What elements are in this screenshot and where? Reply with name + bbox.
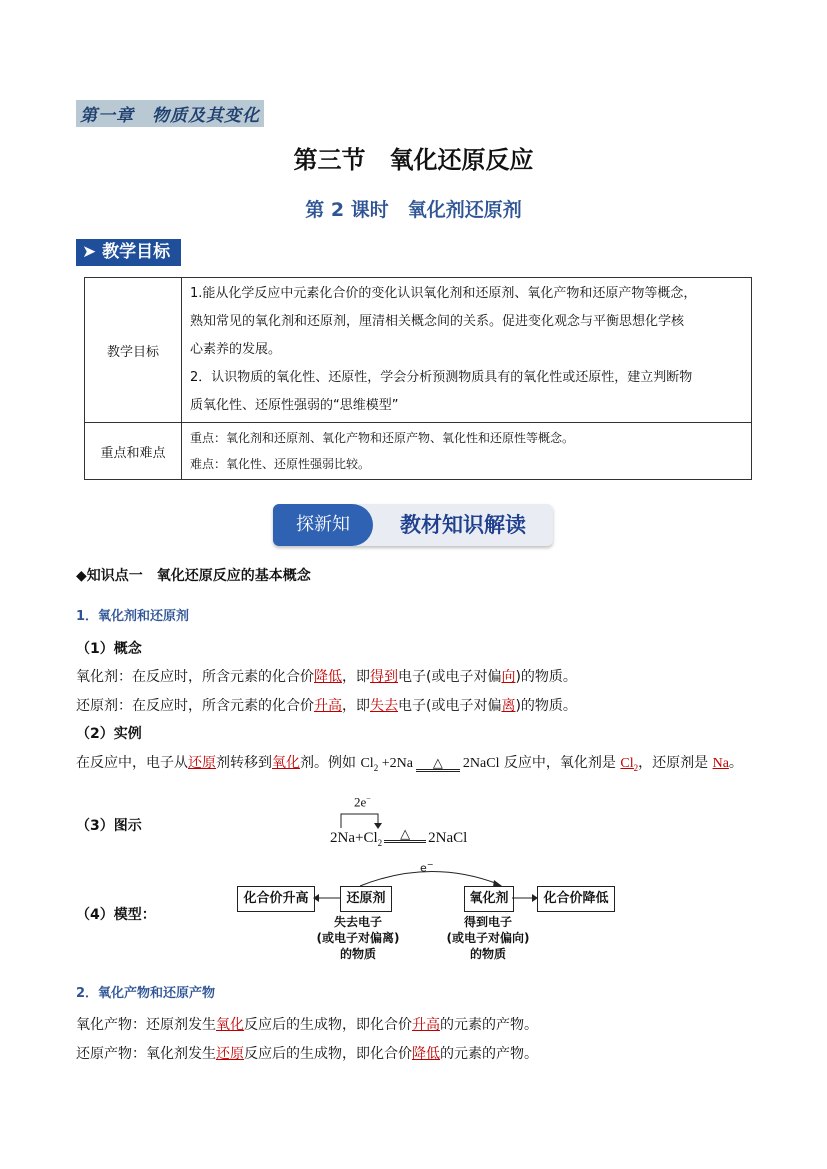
left-arrow-icon [313,892,341,904]
focus-line: 重点：氧化剂和还原剂、氧化产物和还原产物、氧化性和还原性等概念。 [190,431,575,445]
answer-blank: 失去 [370,698,398,714]
goals-table [84,277,752,480]
goal-line: 质氧化性、还原性强弱的“思维模型” [190,398,399,413]
goal-line: 心素养的发展。 [190,342,282,357]
section-banner [273,504,553,546]
banner-right: 教材知识解读 [400,513,526,537]
valence-up-box: 化合价升高 [237,886,315,912]
answer-blank: 升高 [412,1017,440,1033]
right-arrow-icon [512,892,538,904]
focus-row [85,423,752,480]
difficulty-line: 难点：氧化性、还原性强弱比较。 [190,457,371,471]
goals-row-content [182,278,752,423]
answer-blank: $Cl_2$ [620,756,639,773]
answer-blank: 得到 [370,669,398,685]
section-title: 第三节 氧化还原反应 [293,146,534,174]
redox-model-diagram [230,858,620,968]
answer-blank: 还原 [188,755,216,771]
answer-blank: 氧化 [216,1017,244,1033]
answer-blank: 降低 [412,1046,440,1062]
oxidant-caption: 得到电子 (或电子对偏向) 的物质 [446,915,530,961]
answer-blank: 降低 [314,669,342,685]
goal-line: 2．认识物质的氧化性、还原性，学会分析预测物质具有的氧化性或还原性，建立判断物 [190,370,693,385]
chapter-label: 第一章 物质及其变化 [76,100,264,127]
banner-left: 探新知 [273,504,373,546]
concept-label: （1）概念 [76,641,142,657]
reductant-caption: 失去电子 (或电子对偏离) 的物质 [316,915,400,961]
answer-blank: 氧化 [272,755,300,771]
knowledge-point-title: ◆知识点一 氧化还原反应的基本概念 [76,568,311,584]
diagram-label: （3）图示 [76,818,142,834]
oxidant-box: 氧化剂 [464,886,514,912]
inline-equation: $Cl_2 +2Na$ △ 2NaCl [360,755,500,773]
oxidation-product-definition: 氧化产物：还原剂发生氧化反应后的生成物，即化合价升高的元素的产物。 [76,1017,538,1033]
example-text: 在反应中，电子从还原剂转移到氧化剂。例如 $Cl_2 +2Na$ △ 2NaCl 反应中，氧化剂是 $Cl_2$，还原剂是 Na。 [76,755,743,773]
focus-row-label: 重点和难点 [85,423,182,480]
answer-blank: 向 [501,669,516,685]
goals-row-label: 教学目标 [85,278,182,423]
oxidant-definition: 氧化剂：在反应时，所含元素的化合价降低，即得到电子(或电子对偏向)的物质。 [76,669,577,685]
electron-transfer-diagram [330,794,490,854]
subsection-title: 2．氧化产物和还原产物 [76,986,216,1001]
goal-line: 熟知常见的氧化剂和还原剂，厘清相关概念间的关系。促进变化观念与平衡思想化学核 [190,314,685,329]
lesson-title: 第 2 课时 氧化剂还原剂 [305,199,522,221]
equation: $2Na+Cl_2\triangle$ 2NaCl [330,826,468,848]
reductant-box: 还原剂 [340,886,392,912]
answer-blank: 升高 [314,698,342,714]
teaching-goals-tag: ➤ 教学目标 [76,239,181,266]
answer-blank: Na [712,756,729,771]
model-label: （4）模型： [76,907,156,923]
example-label: （2）实例 [76,726,142,742]
reductant-definition: 还原剂：在反应时，所含元素的化合价升高，即失去电子(或电子对偏离)的物质。 [76,698,577,714]
answer-blank: 离 [501,698,516,714]
focus-row-content [182,423,752,480]
answer-blank: 还原 [216,1046,244,1062]
valence-down-box: 化合价降低 [537,886,615,912]
goals-row [85,278,752,423]
subsection-title: 1．氧化剂和还原剂 [76,609,190,624]
goal-line: 1.能从化学反应中元素化合价的变化认识氧化剂和还原剂、氧化产物和还原产物等概念， [190,286,697,301]
electron-symbol: e− [420,860,434,875]
reduction-product-definition: 还原产物：氧化剂发生还原反应后的生成物，即化合价降低的元素的产物。 [76,1046,538,1062]
electron-count: 2e− [354,794,371,810]
